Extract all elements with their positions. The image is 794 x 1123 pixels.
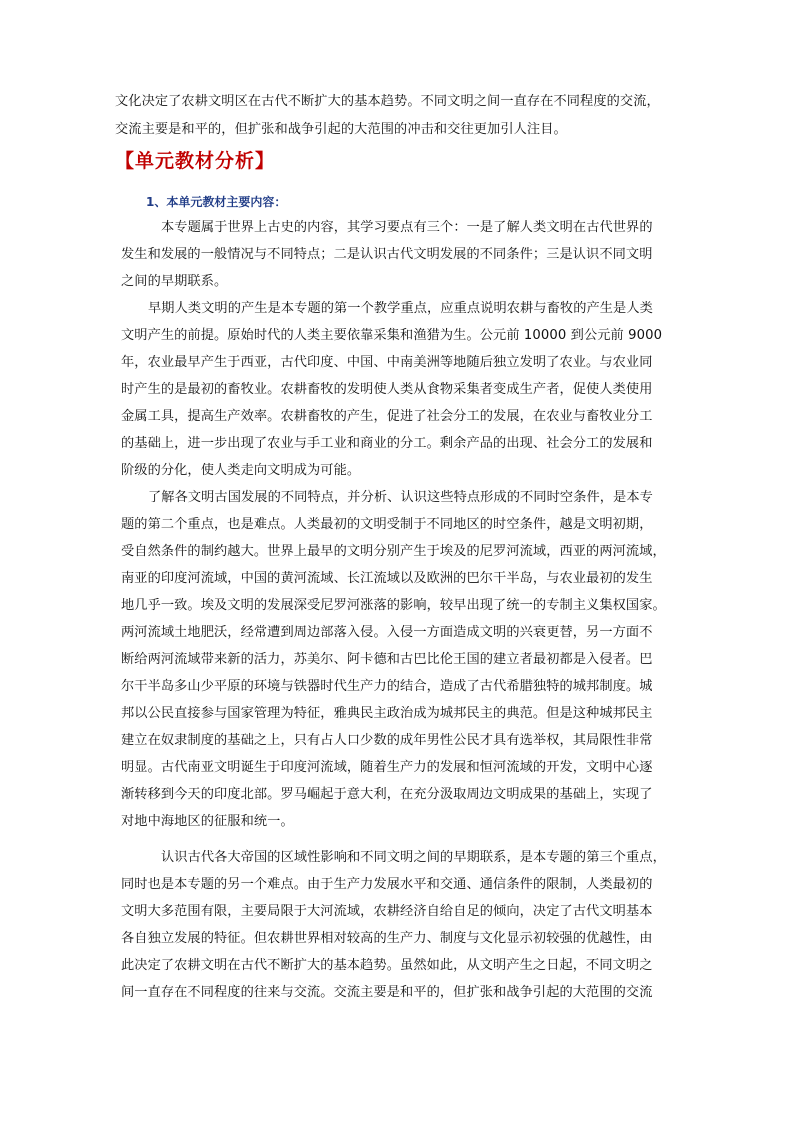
intro-line: 交流主要是和平的，但扩张和战争引起的大范围的冲击和交往更加引人注目。 [115, 122, 567, 137]
paragraph-line: 明显。古代南亚文明诞生于印度河流域，随着生产力的发展和恒河流域的开发，文明中心逐 [121, 760, 653, 775]
paragraph-line: 认识古代各大帝国的区域性影响和不同文明之间的早期联系，是本专题的第三个重点， [161, 850, 666, 865]
paragraph-line: 受自然条件的制约越大。世界上最早的文明分别产生于埃及的尼罗河流域，西亚的两河流域， [121, 544, 666, 559]
paragraph-line: 金属工具，提高生产效率。农耕畜牧的产生，促进了社会分工的发展，在农业与畜牧业分工 [121, 409, 653, 424]
paragraph-line: 此决定了农耕文明在古代不断扩大的基本趋势。虽然如此，从文明产生之日起，不同文明之 [121, 958, 653, 973]
paragraph-line: 建立在奴隶制度的基础之上，只有占人口少数的成年男性公民才具有选举权，其局限性非常 [121, 733, 653, 748]
paragraph-line: 之间的早期联系。 [121, 274, 228, 289]
paragraph-line: 尔干半岛多山少平原的环境与铁器时代生产力的结合，造成了古代希腊独特的城邦制度。城 [121, 679, 653, 694]
paragraph-line: 间一直存在不同程度的往来与交流。交流主要是和平的，但扩张和战争引起的大范围的交流 [121, 985, 653, 1000]
paragraph-line: 南亚的印度河流域，中国的黄河流域、长江流域以及欧洲的巴尔干半岛，与农业最初的发生 [121, 571, 653, 586]
paragraph-line: 年，农业最早产生于西亚，古代印度、中国、中南美洲等地随后独立发明了农业。与农业同 [121, 355, 653, 370]
paragraph-line: 地几乎一致。埃及文明的发展深受尼罗河涨落的影响，较早出现了统一的专制主义集权国家。 [121, 598, 666, 613]
paragraph-line: 邦以公民直接参与国家管理为特征，雅典民主政治成为城邦民主的典范。但是这种城邦民主 [121, 706, 653, 721]
paragraph-line: 各自独立发展的特征。但农耕世界相对较高的生产力、制度与文化显示初较强的优越性，由 [121, 931, 653, 946]
paragraph-line: 文明产生的前提。原始时代的人类主要依靠采集和渔猎为生。公元前 10000 到公元前 9000 [121, 328, 663, 343]
subsection-heading: 1、本单元教材主要内容： [146, 195, 287, 209]
paragraph-line: 题的第二个重点，也是难点。人类最初的文明受制于不同地区的时空条件，越是文明初期， [121, 517, 653, 532]
paragraph-line: 的基础上，进一步出现了农业与手工业和商业的分工。剩余产品的出现、社会分工的发展和 [121, 436, 653, 451]
paragraph-line: 断给两河流域带来新的活力，苏美尔、阿卡德和古巴比伦王国的建立者最初都是入侵者。巴 [121, 652, 653, 667]
paragraph-line: 早期人类文明的产生是本专题的第一个教学重点，应重点说明农耕与畜牧的产生是人类 [148, 301, 653, 316]
intro-line: 文化决定了农耕文明区在古代不断扩大的基本趋势。不同文明之间一直存在不同程度的交流， [115, 94, 660, 109]
paragraph-line: 渐转移到今天的印度北部。罗马崛起于意大利，在充分汲取周边文明成果的基础上，实现了 [121, 787, 653, 802]
section-heading: 【单元教材分析】 [115, 150, 276, 172]
paragraph-line: 两河流域土地肥沃，经常遭到周边部落入侵。入侵一方面造成文明的兴衰更替，另一方面不 [121, 625, 653, 640]
paragraph-line: 阶级的分化，使人类走向文明成为可能。 [121, 463, 361, 478]
paragraph-line: 对地中海地区的征服和统一。 [121, 814, 294, 829]
paragraph-line: 本专题属于世界上古史的内容，其学习要点有三个：一是了解人类文明在古代世界的 [161, 220, 653, 235]
paragraph-line: 时产生的是最初的畜牧业。农耕畜牧的发明使人类从食物采集者变成生产者，促使人类使用 [121, 382, 653, 397]
paragraph-line: 文明大多范围有限，主要局限于大河流域，农耕经济自给自足的倾向，决定了古代文明基本 [121, 904, 653, 919]
paragraph-line: 发生和发展的一般情况与不同特点；二是认识古代文明发展的不同条件；三是认识不同文明 [121, 247, 653, 262]
paragraph-line: 同时也是本专题的另一个难点。由于生产力发展水平和交通、通信条件的限制，人类最初的 [121, 877, 653, 892]
paragraph-line: 了解各文明古国发展的不同特点，并分析、认识这些特点形成的不同时空条件，是本专 [148, 490, 653, 505]
